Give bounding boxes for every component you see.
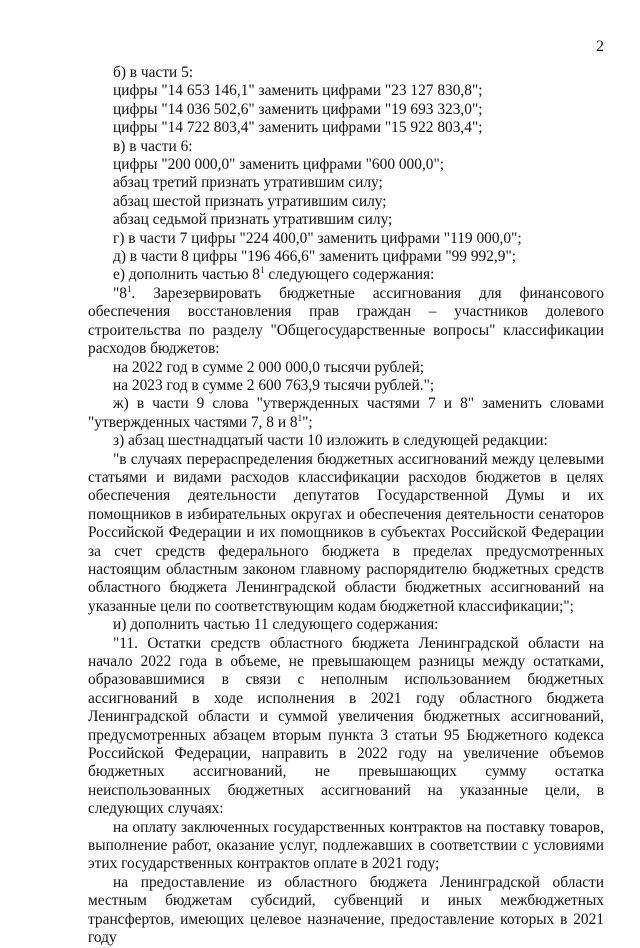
paragraph-text-continued: . Зарезервировать бюджетные ассигнования для финансового обеспечения восстановления прав граждан – участников долевого строительства по разделу "Общегосударственные вопросы" классификации расходов бюджетов: [88,284,604,358]
paragraph-text: е) дополнить частью 8 [113,266,260,284]
paragraph [88,616,604,634]
paragraph-text: з) абзац шестнадцатый части 10 изложить в следующей редакции: [113,432,548,450]
paragraph-text: абзац седьмой признать утратившим силу; [113,211,393,229]
paragraph-text: г) в части 7 цифры "224 400,0" заменить цифрами "119 000,0"; [113,229,522,247]
paragraph [88,138,604,156]
paragraph-text: в) в части 6: [113,137,193,155]
paragraph [88,432,604,450]
paragraph [88,156,604,174]
superscript: 1 [126,283,132,294]
document-body [88,64,604,948]
paragraph [88,230,604,248]
paragraph [88,174,604,192]
paragraph-text: ж) в части 9 слова "утвержденных частями 7 и 8" заменить словами "утвержденных частями 7, 8 и 8 [88,395,604,431]
paragraph [88,451,604,617]
paragraph-text: и) дополнить частью 11 следующего содержания: [113,616,439,634]
paragraph [88,635,604,819]
paragraph-text: на предоставление из областного бюджета Ленинградской области местным бюджетам субсидий, субвенций и иных межбюджетных трансфертов, имеющих целевое назначение, предоставление которых в 2021 году [88,873,604,947]
superscript: 1 [297,412,303,423]
paragraph-text: "11. Остатки средств областного бюджета Ленинградской области на начало 2022 года в объеме, не превышающем разницы между остатками, образовавшимися в связи с неполным использованием бюджетных ассигнований в ходе исполнения в 2021 году областного бюджета Ленинградской области и суммой увеличения бюджетных ассигнований, предусмотренных абзацем вторым пункта 3 статьи 95 Бюджетного кодекса Российской Федерации, направить в 2022 году на увеличение объемов бюджетных ассигнований, не превышающих сумму остатка неиспользованных бюджетных ассигнований на указанные цели, в следующих случаях: [88,634,604,818]
paragraph-text-continued: "; [302,413,313,431]
paragraph [88,377,604,395]
page-number: 2 [596,38,604,55]
paragraph [88,874,604,948]
paragraph [88,82,604,100]
paragraph-text: абзац шестой признать утратившим силу; [113,192,387,210]
paragraph-text: цифры "14 036 502,6" заменить цифрами "19 693 323,0"; [113,100,483,118]
paragraph-text: цифры "200 000,0" заменить цифрами "600 000,0"; [113,156,445,174]
paragraph-text: на 2023 год в сумме 2 600 763,9 тысячи рублей."; [113,376,435,394]
paragraph [88,211,604,229]
paragraph [88,266,604,284]
paragraph [88,819,604,874]
paragraph [88,119,604,137]
paragraph-text: на 2022 год в сумме 2 000 000,0 тысячи рублей; [113,358,425,376]
paragraph-text: "в случаях перераспределения бюджетных ассигнований между целевыми статьями и видами расходов классификации расходов бюджетов в целях обеспечения деятельности депутатов Государственной Думы и их помощников в избирательных округах и обеспечения деятельности сенаторов Российской Федерации и их помощников в субъектах Российской Федерации за счет средств федерального бюджета в пределах предусмотренных настоящим областным законом главному распорядителю бюджетных средств областного бюджета Ленинградской области бюджетных ассигнований на указанные цели по соответствующим кодам бюджетной классификации;"; [88,450,604,615]
paragraph-text: цифры "14 653 146,1" заменить цифрами "23 127 830,8"; [113,82,483,100]
paragraph-text: цифры "14 722 803,4" заменить цифрами "15 922 803,4"; [113,119,483,137]
paragraph [88,359,604,377]
paragraph [88,285,604,359]
paragraph [88,101,604,119]
paragraph [88,64,604,82]
paragraph [88,193,604,211]
paragraph-text-continued: следующего содержания: [264,266,435,284]
superscript: 1 [260,265,265,276]
paragraph-text: б) в части 5: [113,64,194,81]
paragraph-text: абзац третий признать утратившим силу; [113,174,383,192]
paragraph-text: "8 [113,284,127,302]
paragraph-text: на оплату заключенных государственных контрактов на поставку товаров, выполнение работ, оказание услуг, подлежавших в соответствии с условиями этих государственных контрактов оплате в 2021 году; [88,818,604,873]
paragraph [88,395,604,432]
paragraph [88,248,604,266]
paragraph-text: д) в части 8 цифры "196 466,6" заменить цифрами "99 992,9"; [113,248,517,266]
